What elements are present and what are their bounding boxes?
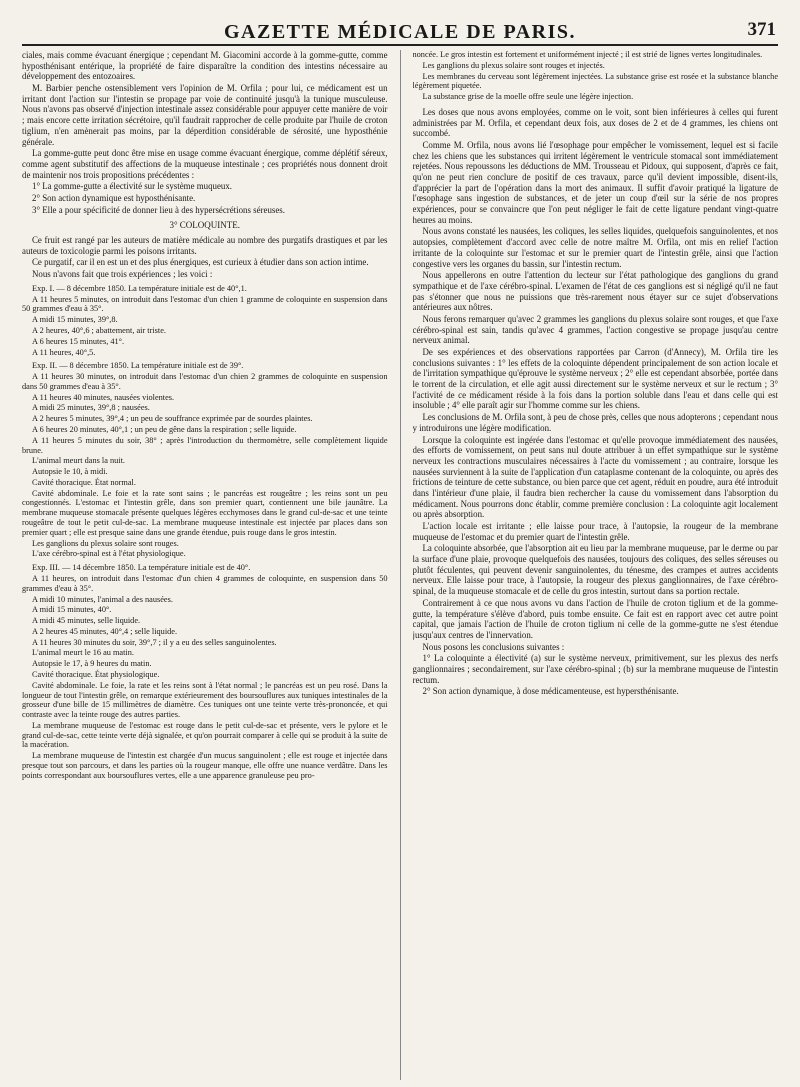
paragraph-spacer (413, 103, 779, 106)
paragraph: A 6 heures 15 minutes, 41°. (32, 336, 125, 346)
paragraph: A 11 heures 5 minutes du soir, 38° ; après l'introduction du thermomètre, selle complètement liquide brune. (22, 435, 388, 455)
paragraph: La membrane muqueuse de l'intestin est chargée d'un mucus sanguinolent ; elle est rouge et injectée dans presque tout son parcours, et dans les parties où la rougeur manque, elle offre une nuance verdâtre. Dans les points correspondant aux boursouflures vertes, elle a une apparence granuleuse peu pro- (22, 751, 388, 780)
paragraph: A 2 heures, 40°,6 ; abattement, air triste. (32, 325, 166, 335)
paragraph: Nous n'avons fait que trois expériences ; les voici : (32, 269, 213, 280)
paragraph: La membrane muqueuse de l'estomac est rouge dans le petit cul-de-sac et présente, vers le pylore et le grand cul-de-sac, cette teinte verte déjà signalée, et qu'on pourrait comparer à celle qui se produit à la suite de la macération. (22, 720, 388, 750)
column-divider (400, 50, 401, 1080)
paragraph: La gomme-gutte peut donc être mise en usage comme évacuant énergique, comme déplétif séreux, comme agent substitutif des affections de la muqueuse intestinale ; ces propriétés nous donnent droit de maintenir nos trois propositions précédentes : (22, 148, 388, 180)
paragraph: 2° Son action dynamique, à dose médicamenteuse, est hypersthénisante. (422, 686, 679, 697)
paragraph: L'action locale est irritante ; elle laisse pour trace, à l'autopsie, la rougeur de la membrane muqueuse de l'estomac et du premier quart de l'intestin grêle. (412, 521, 779, 542)
paragraph: Nous posons les conclusions suivantes : (422, 641, 565, 652)
paragraph: Cavité abdominale. Le foie, la rate et les reins sont à l'état normal ; le pancréas est un peu rosé. Dans la longueur de tout l'intestin grêle, on remarque extérieurement des boursouflures aux tuniques intestinales de la grosseur d'une bille de 15 millimètres de diamètre. Ces tuniques ont une teinte verte très-prononcée, et qui contraste avec la teinte rouge des autres parties. (22, 680, 388, 720)
paragraph: ciales, mais comme évacuant énergique ; cependant M. Giacomini accorde à la gomme-gutte, comme hyposthénisant entérique, la propriété de faire disparaître la condition des intestins nécessaire au développement des entozoaires. (22, 50, 388, 82)
paragraph: L'animal meurt dans la nuit. (32, 456, 125, 466)
paragraph: A midi 25 minutes, 39°,8 ; nausées. (32, 403, 150, 413)
page-header (22, 14, 778, 46)
paragraph: 3° Elle a pour spécificité de donner lieu à des hypersécrétions séreuses. (32, 204, 285, 215)
paragraph: Les ganglions du plexus solaire sont rouges et injectés. (422, 60, 605, 70)
paragraph: L'animal meurt le 16 au matin. (32, 648, 134, 658)
paragraph: La substance grise de la moelle offre seule une légère injection. (422, 92, 634, 102)
paragraph: A midi 45 minutes, selle liquide. (32, 616, 141, 626)
paragraph: Les conclusions de M. Orfila sont, à peu de chose près, celles que nous adopterons ; cependant nous y introduirons une légère modification. (412, 412, 779, 433)
paragraph: Lorsque la coloquinte est ingérée dans l'estomac et qu'elle provoque immédiatement des nausées, des efforts de vomissement, on peut sans nul doute attribuer à un effet sympathique sur le système nerveux les contractions musculaires nécessaires à l'acte du vomissement ; au contraire, lorsque les nausées surviennent à la suite de l'application d'un cataplasme contenant de la coloquinte, ou après des frictions de teinture de cette substance, ou bien parce que cet agent, réduit en poudre, aura été introduit dans l'intérieur d'une plaie, il faudra bien rechercher la cause du vomissement dans l'absorption du médicament. Nous pourrons donc établir, comme première conclusion : La coloquinte agit localement ou après absorption. (412, 434, 779, 520)
paragraph: Exp. II. — 8 décembre 1850. La température initiale est de 39°. (32, 361, 244, 371)
section-heading: 3° COLOQUINTE. (169, 220, 241, 231)
paragraph: Les ganglions du plexus solaire sont rouges. (32, 538, 179, 548)
paragraph: 1° La gomme-gutte a électivité sur le système muqueux. (32, 181, 232, 192)
paragraph: La coloquinte absorbée, que l'absorption ait eu lieu par la membrane muqueuse, par le derme ou par la surface d'une plaie, provoque quelquefois des nausées, toujours des coliques, des selles séreuses ou plutôt féculentes, qui peuvent devenir sanguinolentes, du ténesme, des crampes et autres accidents nerveux. Elle laisse pour trace, à l'autopsie, la rougeur des plexus ganglionnaires, de l'axe cérébro-spinal, de la muqueuse stomacale et de celle du gros intestin, surtout dans sa portion rectale. (412, 543, 779, 597)
paragraph: A midi 15 minutes, 39°,8. (32, 315, 118, 325)
paragraph: noncée. Le gros intestin est fortement et uniformément injecté ; il est strié de lignes vertes longitudinales. (412, 50, 763, 59)
paragraph: Cavité thoracique. État normal. (32, 477, 136, 487)
paragraph: A midi 10 minutes, l'animal a des nausées. (32, 594, 173, 604)
paragraph: Autopsie le 17, à 9 heures du matin. (32, 659, 152, 669)
page-number: 371 (747, 19, 776, 40)
paragraph: M. Barbier penche ostensiblement vers l'opinion de M. Orfila ; pour lui, ce médicament est un irritant dont l'action sur l'intestin se propage par voie de continuité jusqu'à la tunique musculeuse. Nous n'avons pas observé d'injection intestinale assez considérable pour appuyer cette manière de voir ; mais encore cette irritation sécrétoire, qu'il faudrait rapprocher de celle produite par l'huile de croton tiglium, n'en amènerait pas moins, par la déperdition considérable de sérosité, une hyposthénie générale. (22, 83, 388, 147)
paragraph: Nous appellerons en outre l'attention du lecteur sur l'état pathologique des ganglions du grand sympathique et de l'axe cérébro-spinal. L'examen de l'état de ces ganglions est si négligé qu'il ne faut pas s'étonner que nous ne puissions que très-rarement nous étayer sur ce sujet d'observations antérieures aux nôtres. (412, 270, 779, 313)
right-column (413, 50, 779, 1080)
text-columns (22, 50, 778, 1080)
paragraph: 1° La coloquinte a électivité (a) sur le système nerveux, primitivement, sur les plexus des nerfs ganglionnaires ; secondairement, sur l'axe cérébro-spinal ; (b) sur la membrane muqueuse de l'intestin rectum. (412, 653, 779, 685)
paragraph: Nous avons constaté les nausées, les coliques, les selles liquides, quelquefois sanguinolentes, et nos autopsies, complètement d'accord avec celle de notre maître M. Orfila, ont mis en relief l'action irritante de la coloquinte sur l'estomac et sur le premier quart de l'intestin grêle, ainsi que l'action congestive vers les organes du bassin, sur l'intestin rectum. (412, 226, 779, 269)
paragraph: Cavité abdominale. Le foie et la rate sont sains ; le pancréas est rougeâtre ; les reins sont un peu congestionnés. L'estomac et l'intestin grêle, dans son premier quart, contiennent une bile jaunâtre. La membrane muqueuse stomacale présente quelques légères ecchymoses dans le grand cul-de-sac et une teinte rougeâtre de tout le petit cul-de-sac. La membrane muqueuse intestinale est injectée par places dans son premier quart ; elle est presque saine dans une grande étendue, puis rouge dans le gros intestin. (22, 488, 388, 537)
paragraph: Cavité thoracique. État physiologique. (32, 669, 160, 679)
paragraph: A 11 heures 5 minutes, on introduit dans l'estomac d'un chien 1 gramme de coloquinte en suspension dans 50 grammes d'eau à 35°. (22, 294, 388, 314)
paragraph: Comme M. Orfila, nous avons lié l'œsophage pour empêcher le vomissement, lequel est si facile chez les chiens que les substances qui irritent légèrement le ventricule stomacal sont immédiatement rejetées. Nous repoussons les déductions de MM. Trousseau et Pidoux, qui supposent, d'après ce fait, qu'on ne peut rien conclure de positif de ces travaux, parce qu'il devient impossible, disent-ils, d'apprécier la part de l'opération dans la mort des animaux. Il suffit d'avoir pratiqué la ligature de l'œsophage sans ingestion de substances, et de jeter un coup d'œil sur la série de nos propres expériences, pour se convaincre que l'on peut négliger le fait de cette ligature pendant vingt-quatre heures au moins. (412, 139, 779, 225)
paragraph: L'axe cérébro-spinal est à l'état physiologique. (32, 549, 186, 559)
paragraph: A 11 heures, 40°,5. (32, 347, 96, 357)
paragraph: 2° Son action dynamique est hyposthénisante. (32, 192, 196, 203)
paragraph: A 11 heures, on introduit dans l'estomac d'un chien 4 grammes de coloquinte, en suspension dans 50 grammes d'eau à 35°. (22, 573, 388, 593)
paragraph: A 2 heures 45 minutes, 40°,4 ; selle liquide. (32, 626, 178, 636)
paragraph: A 11 heures 30 minutes, on introduit dans l'estomac d'un chien 2 grammes de coloquinte en suspension dans 50 grammes d'eau à 35°. (22, 372, 388, 391)
paragraph: A 11 heures 30 minutes du soir, 39°,7 ; il y a eu des selles sanguinolentes. (32, 637, 277, 647)
paragraph: De ses expériences et des observations rapportées par Carron (d'Annecy), M. Orfila tire les conclusions suivantes : 1° les effets de la coloquinte dépendent principalement de son action locale et de l'irritation sympathique qu'éprouve le système nerveux ; 2° elle est cependant absorbée, portée dans le torrent de la circulation, et elle agit aussi directement sur le système nerveux et sur le rectum ; 3° l'activité de ce médicament réside à la fois dans la portion soluble dans l'eau et dans celle qui est insoluble ; 4° elle paraît agir sur l'homme comme sur les chiens. (412, 347, 779, 411)
paragraph: A 2 heures 5 minutes, 39°,4 ; un peu de souffrance exprimée par de sourdes plaintes. (32, 414, 313, 424)
paragraph: Ce fruit est rangé par les auteurs de matière médicale au nombre des purgatifs drastiques et par les auteurs de toxicologie parmi les poisons irritants. (22, 235, 388, 256)
paragraph: Les doses que nous avons employées, comme on le voit, sont bien inférieures à celles qui furent administrées par M. Orfila, et cependant deux fois, aux doses de 2 et de 4 grammes, les chiens ont succombé. (412, 106, 779, 139)
paragraph: Nous ferons remarquer qu'avec 2 grammes les ganglions du plexus solaire sont rouges, et que l'axe cérébro-spinal est sain, tandis qu'avec 4 grammes, l'action congestive se propage jusqu'au centre nerveux animal. (412, 313, 779, 346)
paragraph: Exp. I. — 8 décembre 1850. La température initiale est de 40°,1. (32, 283, 247, 293)
paragraph: A midi 15 minutes, 40°. (32, 605, 112, 615)
paragraph: A 6 heures 20 minutes, 40°,1 ; un peu de gêne dans la respiration ; selle liquide. (32, 425, 297, 435)
journal-title: GAZETTE MÉDICALE DE PARIS. (223, 21, 577, 43)
paragraph: Les membranes du cerveau sont légèrement injectées. La substance grise est rosée et la substance blanche légèrement piquetée. (412, 71, 779, 91)
paragraph: Autopsie le 10, à midi. (32, 467, 108, 477)
left-column (22, 50, 388, 1080)
paragraph: Ce purgatif, car il en est un et des plus énergiques, est curieux à étudier dans son action intime. (32, 257, 369, 268)
paragraph: Contrairement à ce que nous avons vu dans l'action de l'huile de croton tiglium et de la gomme-gutte, la température s'élève d'abord, puis tombe ensuite. Ce fait est en rapport avec cet autre point capital, que jamais l'action de l'huile de croton tiglium ni celle de la gomme-gutte ne s'est étendue jusqu'aux centres de l'innervation. (412, 597, 779, 640)
paragraph: Exp. III. — 14 décembre 1850. La température initiale est de 40°. (32, 563, 251, 573)
paragraph: A 11 heures 40 minutes, nausées violentes. (32, 392, 175, 402)
